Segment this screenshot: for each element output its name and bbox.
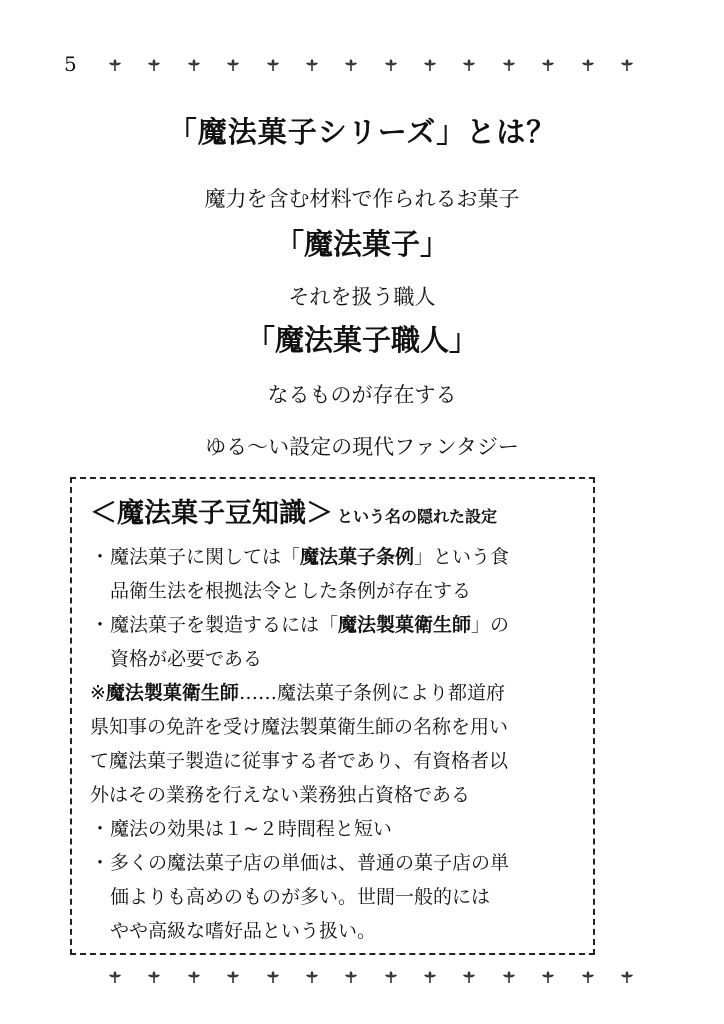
fleur-ornament-icon — [108, 58, 122, 72]
trivia-item-duration — [90, 812, 579, 846]
intro-section — [0, 112, 724, 462]
fleur-ornament-icon — [502, 58, 516, 72]
text-segment: 価よりも高めのものが多い。世間一般的には — [110, 886, 491, 908]
fleur-ornament-icon — [384, 58, 398, 72]
fleur-ornament-icon — [423, 970, 437, 984]
text-segment: 品衛生法を根拠法令とした条例が存在する — [110, 580, 472, 602]
note-mark: ※ — [90, 682, 106, 704]
trivia-item-license — [90, 608, 579, 676]
fleur-ornament-icon — [266, 58, 280, 72]
fleur-ornament-icon — [462, 58, 476, 72]
fleur-ornament-icon — [187, 970, 201, 984]
text-segment: 外はその業務を行えない業務独占資格である — [90, 784, 471, 806]
bullet-mark: ・ — [90, 614, 110, 636]
fleur-ornament-icon — [108, 970, 122, 984]
text-segment: 魔法菓子に関しては「 — [110, 546, 301, 568]
fleur-ornament-icon — [266, 970, 280, 984]
fleur-ornament-icon — [581, 970, 595, 984]
text-segment: 県知事の免許を受け魔法製菓衛生師の名称を用い — [90, 716, 509, 738]
list-item-text: 魔法の効果は１~２時間程と短い — [110, 818, 392, 840]
fleur-ornament-icon — [502, 970, 516, 984]
trivia-heading — [90, 495, 579, 536]
fleur-ornament-icon — [462, 970, 476, 984]
page-title: 「魔法菓子シリーズ」とは？ — [167, 115, 557, 149]
fleur-ornament-icon — [147, 970, 161, 984]
fleur-ornament-icon — [305, 58, 319, 72]
list-item-text — [110, 846, 579, 948]
bullet-mark: ・ — [90, 852, 110, 874]
page-number: 5 — [64, 52, 77, 76]
fleur-ornament-icon — [620, 970, 634, 984]
text-segment: ……魔法菓子条例により都道府 — [238, 682, 505, 704]
fleur-ornament-icon — [226, 58, 240, 72]
trivia-heading-sub: という名の隠れた設定 — [337, 507, 498, 526]
text-segment: 魔法菓子を製造するには「 — [110, 614, 339, 636]
trivia-note-definition — [90, 676, 579, 812]
text-segment: 資格が必要である — [110, 648, 263, 670]
top-ornament-row — [108, 55, 634, 75]
list-item-text — [110, 540, 579, 608]
fleur-ornament-icon — [620, 58, 634, 72]
intro-line-2: それを扱う職人 — [288, 285, 436, 309]
fleur-ornament-icon — [226, 970, 240, 984]
bold-term: 魔法菓子条例 — [300, 546, 415, 568]
intro-term-magic-sweets: 「魔法菓子」 — [274, 227, 449, 261]
intro-term-magic-sweets-artisan: 「魔法菓子職人」 — [245, 323, 478, 357]
bottom-ornament-row — [108, 967, 634, 987]
list-item-text — [110, 608, 579, 676]
intro-line-3: なるものが存在する — [267, 383, 457, 407]
fleur-ornament-icon — [541, 970, 555, 984]
text-segment: 多くの魔法菓子店の単価は、普通の菓子店の単 — [110, 852, 510, 874]
bullet-mark: ・ — [90, 546, 110, 568]
trivia-item-price — [90, 846, 579, 948]
fleur-ornament-icon — [344, 970, 358, 984]
fleur-ornament-icon — [147, 58, 161, 72]
bold-term: 魔法製菓衛生師 — [105, 682, 239, 704]
trivia-box — [70, 477, 595, 955]
trivia-body — [90, 540, 579, 948]
fleur-ornament-icon — [423, 58, 437, 72]
trivia-item-ordinance — [90, 540, 579, 608]
bullet-mark: ・ — [90, 818, 110, 840]
bold-term: 魔法製菓衛生師 — [338, 614, 472, 636]
fleur-ornament-icon — [541, 58, 555, 72]
text-segment: 」の — [471, 614, 510, 636]
trivia-heading-main: ＜魔法菓子豆知識＞ — [90, 498, 333, 529]
fleur-ornament-icon — [187, 58, 201, 72]
text-segment: 」という食 — [414, 546, 510, 568]
fleur-ornament-icon — [384, 970, 398, 984]
fleur-ornament-icon — [581, 58, 595, 72]
intro-line-4: ゆる〜い設定の現代ファンタジー — [205, 435, 519, 459]
intro-line-1: 魔力を含む材料で作られるお菓子 — [204, 187, 520, 211]
fleur-ornament-icon — [305, 970, 319, 984]
fleur-ornament-icon — [344, 58, 358, 72]
text-segment: やや高級な嗜好品という扱い。 — [110, 920, 377, 942]
text-segment: て魔法菓子製造に従事する者であり、有資格者以 — [90, 750, 509, 772]
